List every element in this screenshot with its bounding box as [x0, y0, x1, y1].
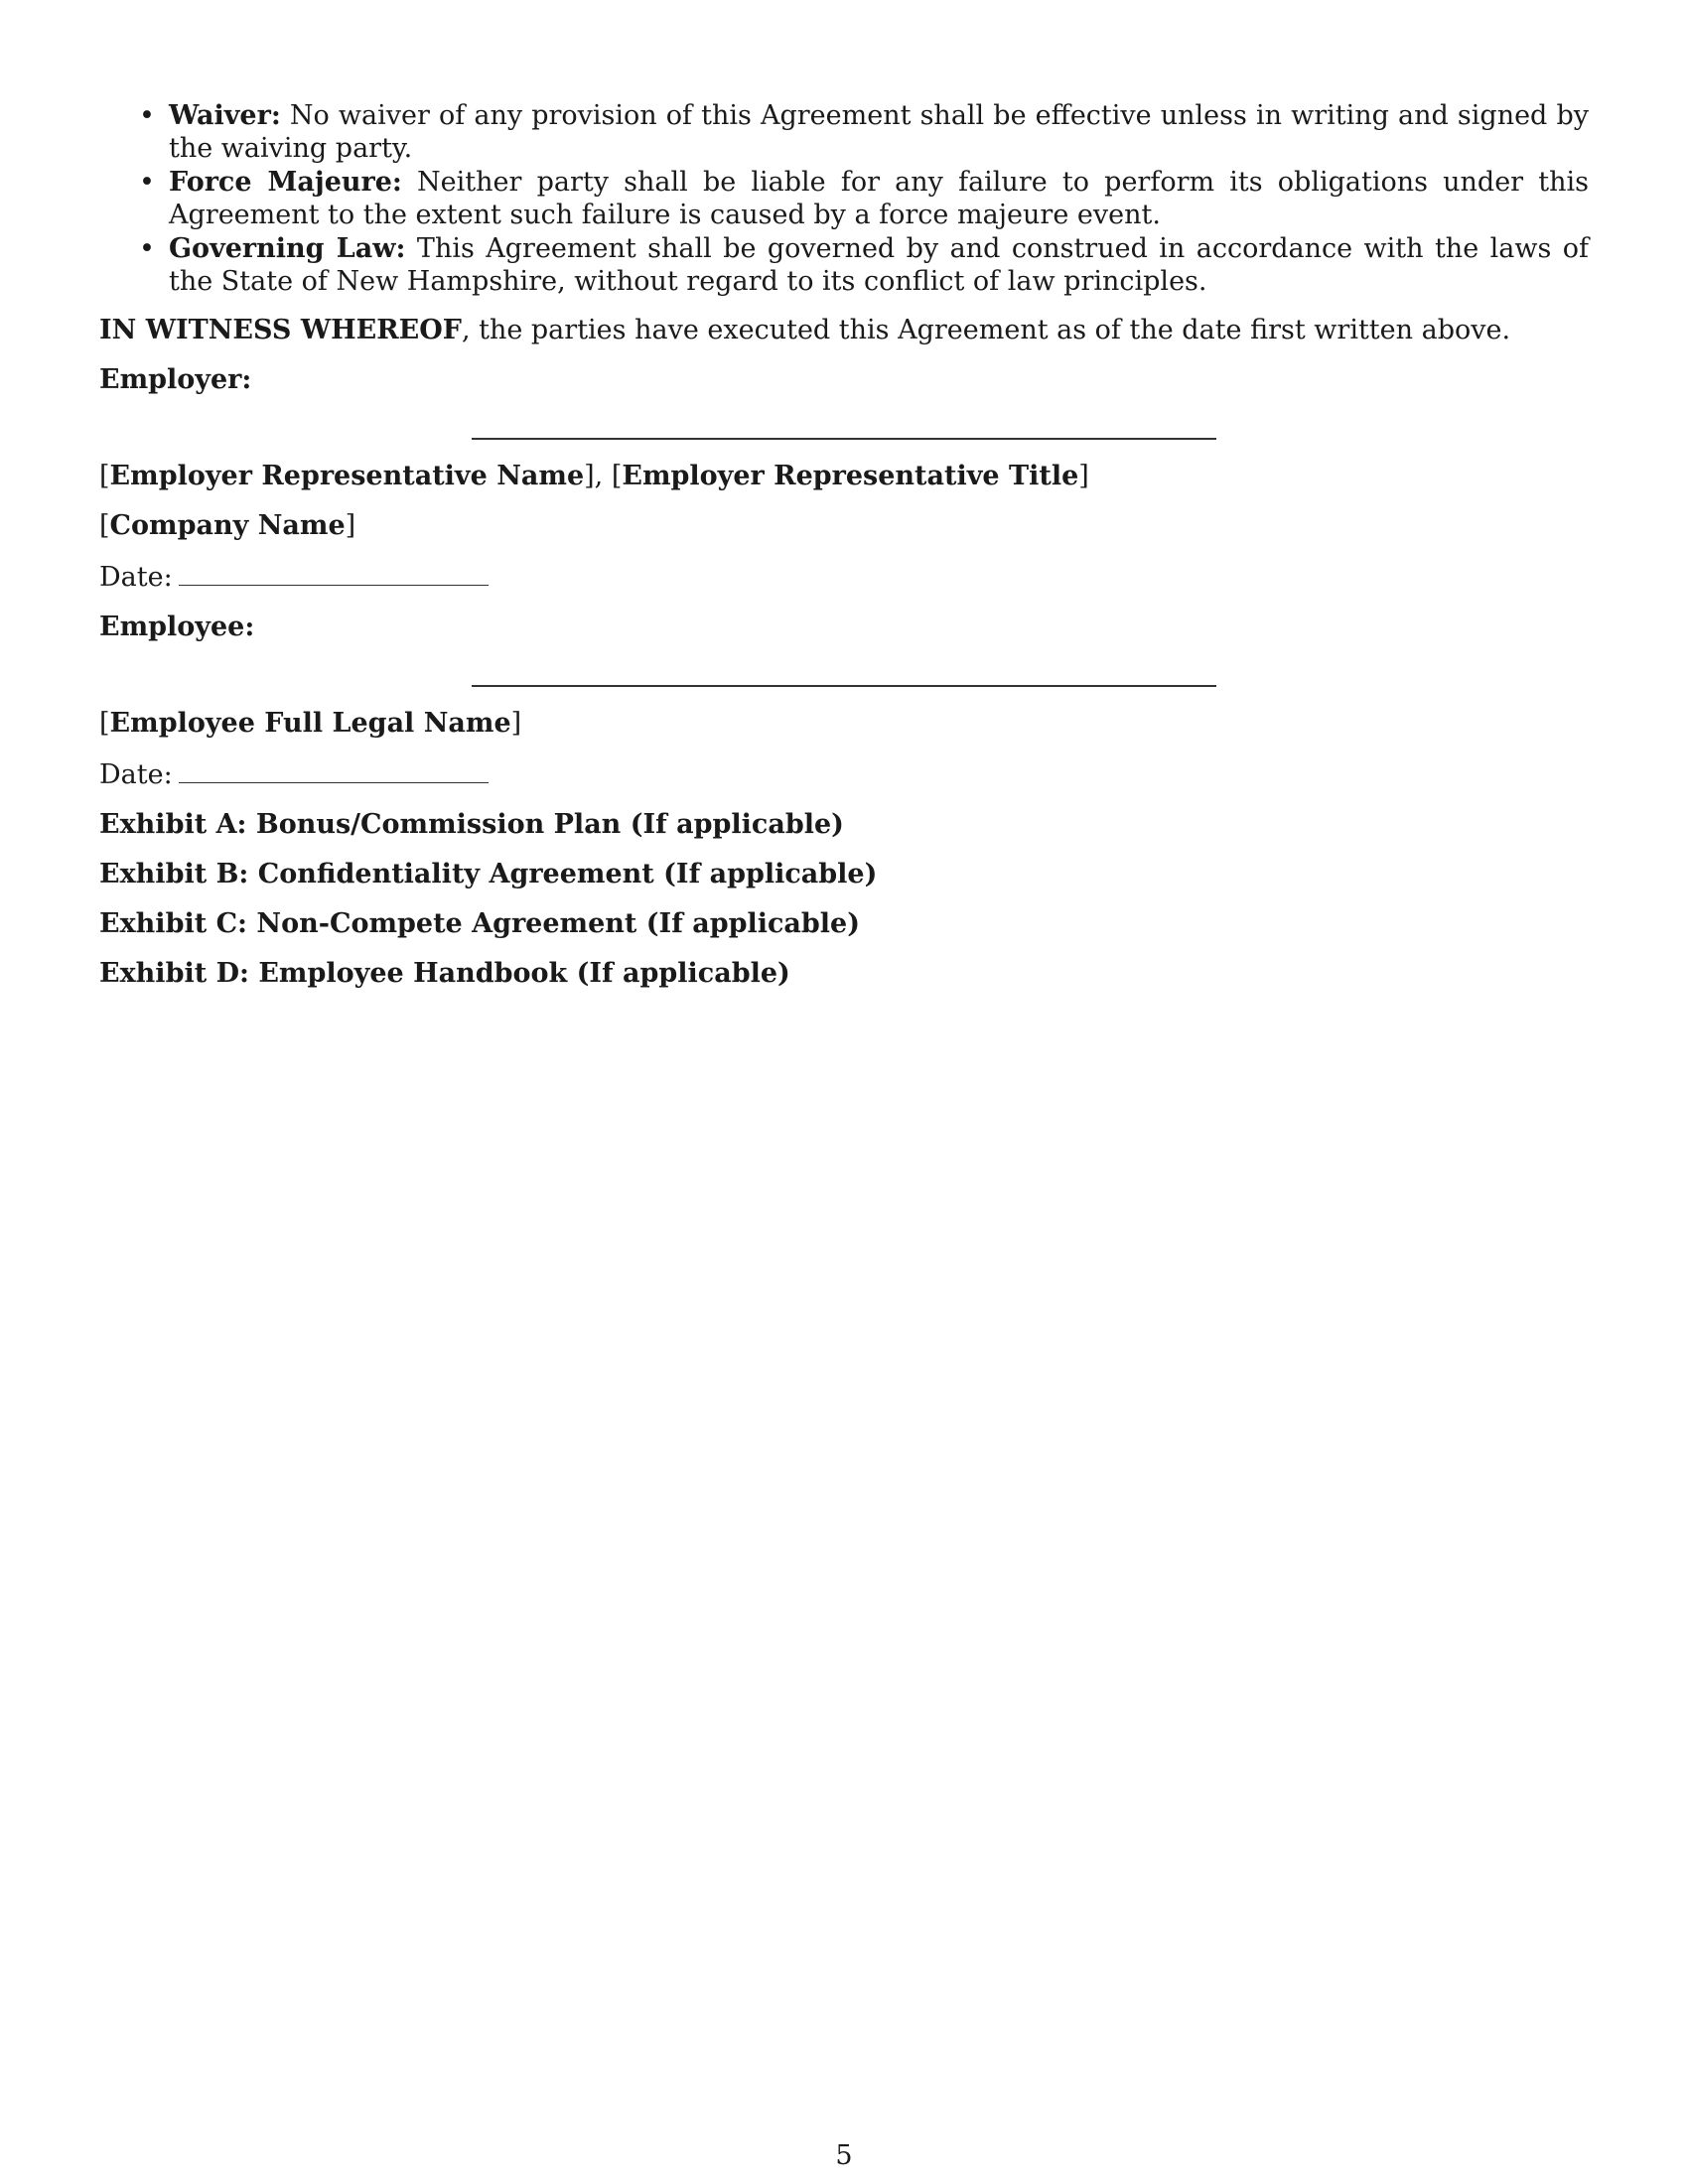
witness-text: , the parties have executed this Agreement as of the date first written above.: [461, 315, 1511, 345]
bracket: ]: [345, 510, 356, 541]
provision-heading: Governing Law:: [169, 233, 406, 264]
company-name-line: [99, 509, 1589, 542]
exhibit-b: Exhibit B: Confidentiality Agreement (If applicable): [99, 859, 878, 889]
bracket: ]: [510, 708, 522, 739]
provision-text: No waiver of any provision of this Agreement shall be effective unless in writing and signed by the waiving party.: [169, 100, 1589, 164]
employer-date-row: [99, 559, 1589, 594]
company-name: Company Name: [109, 510, 346, 541]
bracket: [: [99, 708, 110, 739]
employer-rep-title: Employer Representative Title: [622, 461, 1079, 491]
employer-rep-name: Employer Representative Name: [109, 461, 585, 491]
page-number: 5: [835, 2140, 853, 2171]
witness-lead: IN WITNESS WHEREOF: [99, 315, 462, 345]
provision-heading: Force Majeure:: [169, 167, 402, 198]
bracket: ], [: [584, 461, 623, 491]
employee-date-field[interactable]: [179, 756, 489, 783]
bullet-icon: •: [139, 233, 155, 264]
exhibit-d: Exhibit D: Employee Handbook (If applicable): [99, 958, 790, 989]
list-item: [99, 166, 1589, 231]
employee-name: Employee Full Legal Name: [109, 708, 511, 739]
provision-heading: Waiver:: [169, 100, 281, 131]
provisions-list: [99, 99, 1589, 298]
employee-signature-line[interactable]: [472, 685, 1216, 687]
employer-label: Employer:: [99, 364, 252, 395]
employer-signature-line[interactable]: [472, 438, 1216, 440]
list-item: [99, 232, 1589, 298]
employee-date-row: [99, 756, 1589, 791]
bullet-icon: •: [139, 167, 155, 198]
provision-text: Neither party shall be liable for any failure to perform its obligations under this Agreement to the extent such failure is caused by a force majeure event.: [169, 167, 1589, 230]
bracket: ]: [1078, 461, 1089, 491]
employee-label: Employee:: [99, 612, 255, 642]
employer-date-field[interactable]: [179, 559, 489, 586]
exhibit-c: Exhibit C: Non-Compete Agreement (If applicable): [99, 908, 860, 939]
employer-representative: [99, 460, 1589, 492]
bracket: [: [99, 461, 110, 491]
list-item: [99, 99, 1589, 165]
bracket: [: [99, 510, 110, 541]
employee-date-label: Date:: [99, 759, 173, 790]
document-page: [99, 99, 1589, 990]
exhibit-a: Exhibit A: Bonus/Commission Plan (If applicable): [99, 809, 844, 840]
provision-text: This Agreement shall be governed by and construed in accordance with the laws of the State of New Hampshire, without regard to its conflict of law principles.: [169, 233, 1589, 297]
bullet-icon: •: [139, 100, 155, 131]
employee-name-line: [99, 707, 1589, 740]
employer-date-label: Date:: [99, 562, 173, 593]
witness-clause: [99, 314, 1589, 346]
